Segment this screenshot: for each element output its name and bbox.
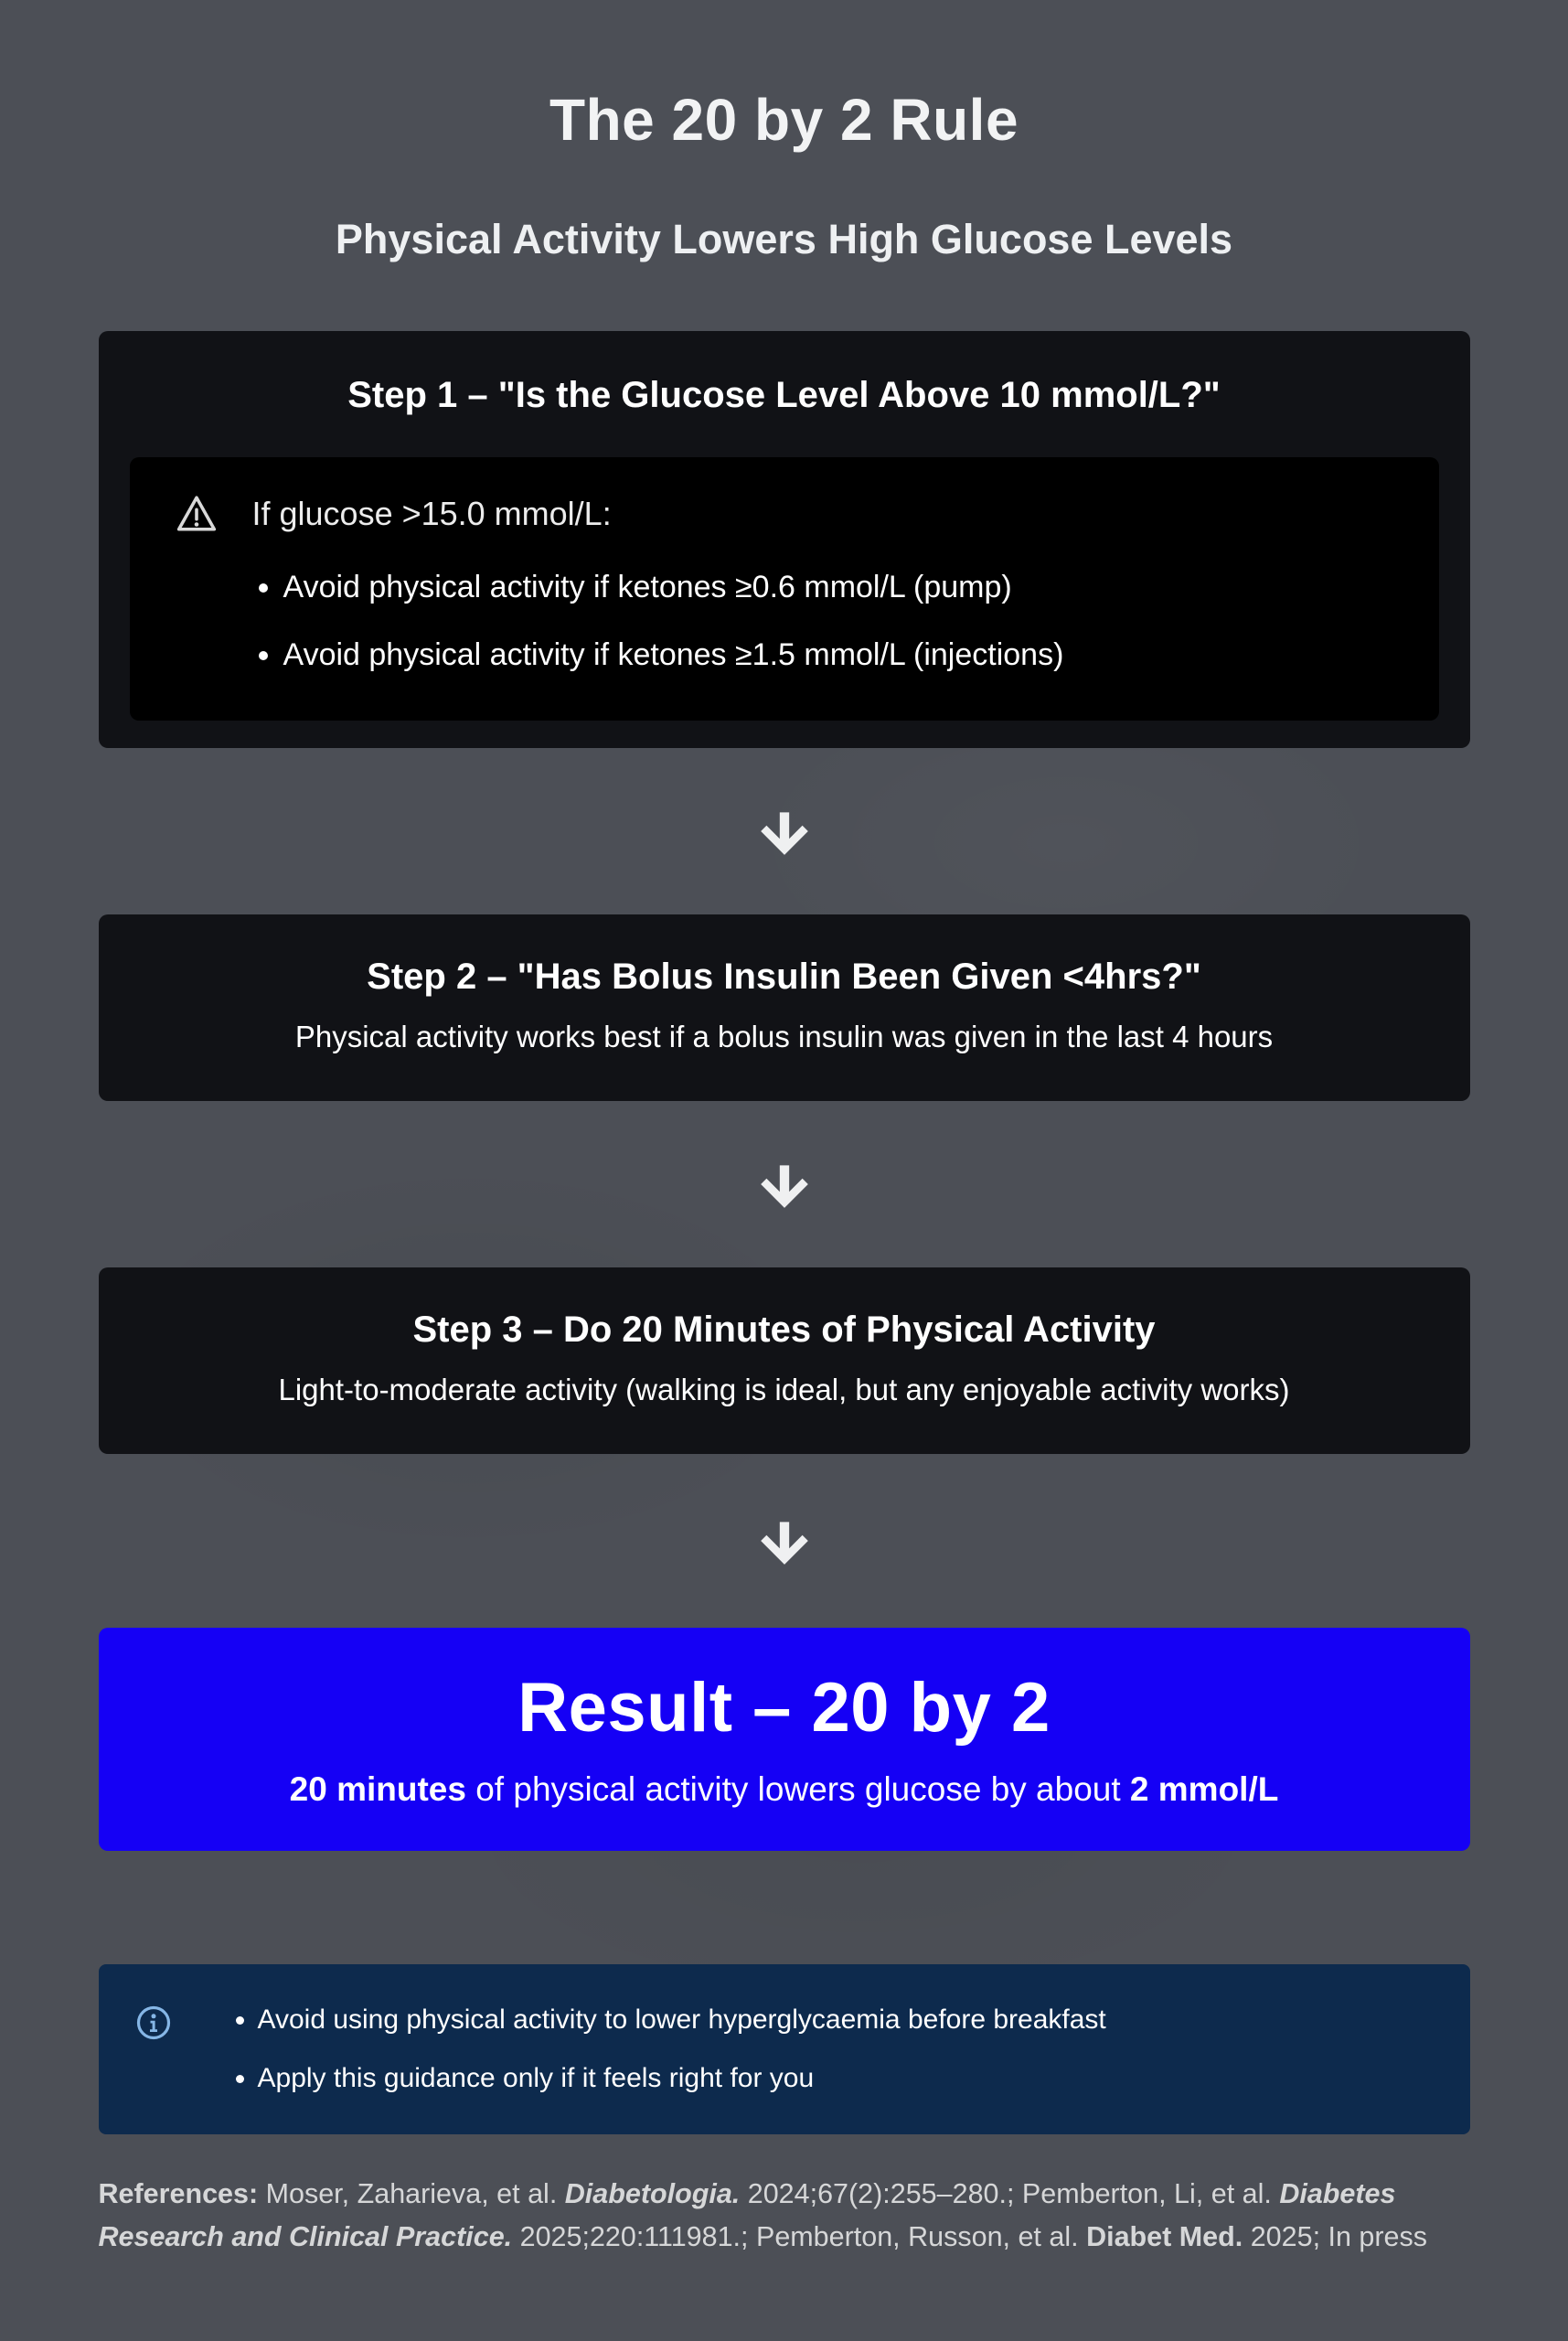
warning-bullet: • Avoid physical activity if ketones ≥0.6 mmol/L (pump): [283, 567, 1403, 607]
page-title: The 20 by 2 Rule: [549, 87, 1019, 153]
warning-panel: [130, 457, 1439, 721]
info-panel: [99, 1964, 1470, 2134]
arrow-down-icon: [756, 1156, 813, 1213]
info-circle-icon: [135, 2004, 172, 2041]
result-heading: Result – 20 by 2: [517, 1669, 1051, 1747]
page-subtitle: Physical Activity Lowers High Glucose Levels: [335, 216, 1233, 262]
result-middle-text: of physical activity lowers glucose by about: [465, 1770, 1130, 1808]
result-bold-suffix: 2 mmol/L: [1129, 1770, 1279, 1808]
step-3-heading: Step 3 – Do 20 Minutes of Physical Activity: [412, 1309, 1156, 1350]
reference-segment: Moser, Zaharieva, et al.: [258, 2178, 565, 2209]
step-3-subtext: Light-to-moderate activity (walking is ideal, but any enjoyable activity works): [278, 1373, 1290, 1406]
reference-journal: Diabetes Research and Clinical Practice.: [98, 2178, 1396, 2252]
result-box: [99, 1628, 1470, 1851]
flow-arrow-1: [0, 803, 1568, 860]
step-2-box: [99, 914, 1470, 1101]
warning-triangle-icon: [176, 494, 218, 534]
result-bold-prefix: 20 minutes: [289, 1770, 466, 1808]
arrow-down-icon: [756, 1513, 813, 1569]
step-2-subtext: Physical activity works best if a bolus insulin was given in the last 4 hours: [294, 1020, 1274, 1053]
warning-bullet: • Avoid physical activity if ketones ≥1.5 mmol/L (injections): [283, 635, 1403, 675]
step-1-box: [99, 331, 1470, 748]
info-bullet: • Apply this guidance only if it feels right for you: [258, 2061, 1106, 2096]
result-subtext: [130, 1770, 1439, 1809]
references-label: References:: [98, 2178, 259, 2209]
reference-segment: 2025; In press: [1243, 2221, 1428, 2252]
warning-row: [176, 492, 1403, 536]
reference-journal: Diabet Med.: [1086, 2221, 1243, 2252]
step-1-heading: Step 1 – "Is the Glucose Level Above 10 mmol/L?": [347, 375, 1221, 415]
reference-segment: 2025;220:111981.; Pemberton, Russon, et al.: [512, 2221, 1087, 2252]
step-3-box: [99, 1267, 1470, 1454]
references: [99, 2173, 1470, 2259]
info-bullet-list: [201, 2003, 1106, 2096]
flow-arrow-3: [0, 1513, 1568, 1569]
arrow-down-icon: [756, 803, 813, 860]
step-2-heading: Step 2 – "Has Bolus Insulin Been Given <4hrs?": [367, 957, 1201, 997]
flow-arrow-2: [0, 1156, 1568, 1213]
reference-segment: 2024;67(2):255–280.; Pemberton, Li, et al.: [740, 2178, 1280, 2209]
warning-text: If glucose >15.0 mmol/L:: [251, 495, 612, 532]
reference-journal: Diabetologia.: [564, 2178, 741, 2209]
warning-bullet-list: [176, 567, 1403, 675]
info-bullet: • Avoid using physical activity to lower hyperglycaemia before breakfast: [258, 2003, 1106, 2037]
